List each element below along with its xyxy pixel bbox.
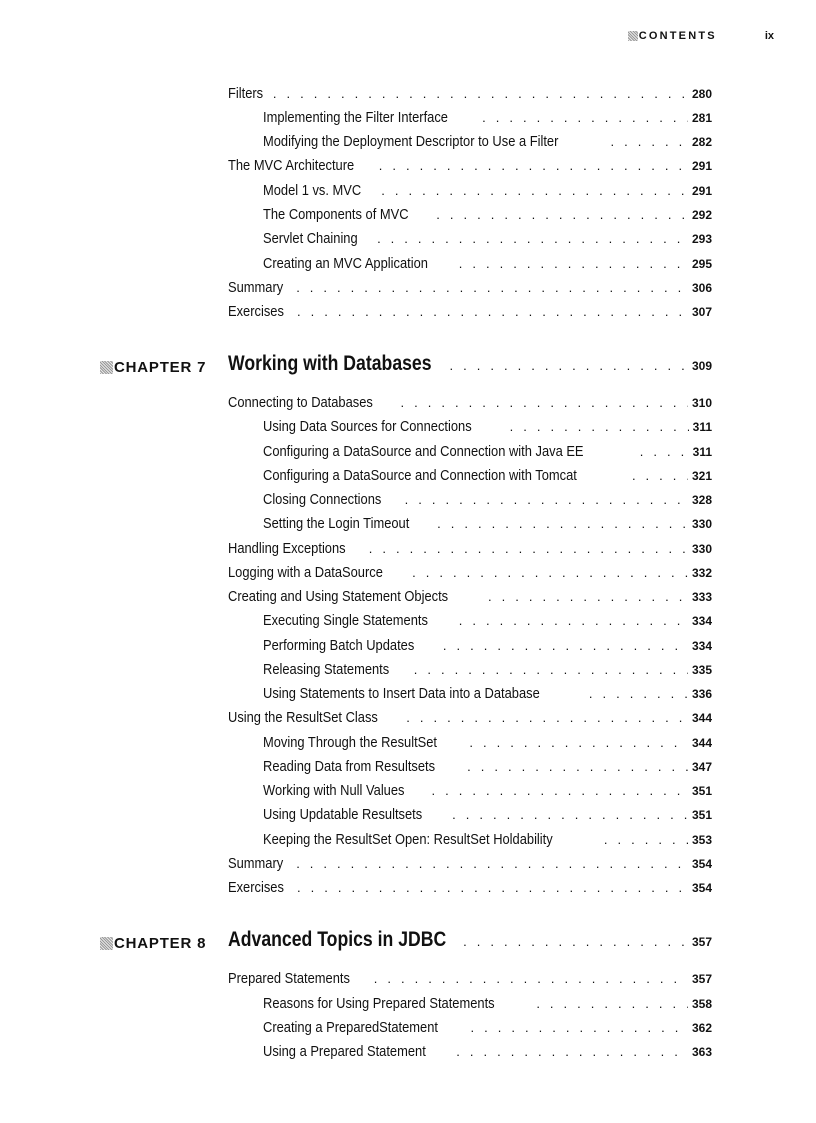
toc-entry[interactable] — [263, 995, 712, 1019]
toc-entry[interactable] — [228, 970, 712, 994]
toc-entry[interactable] — [263, 1019, 712, 1043]
toc-entry-page: 344 — [691, 711, 712, 725]
chapter-8-tag — [100, 931, 206, 955]
toc-entry[interactable] — [228, 879, 712, 903]
toc-entry-label: Using Updatable Resultsets — [263, 806, 423, 823]
dot-leader — [437, 516, 688, 531]
dot-leader — [400, 395, 688, 410]
toc-entry-page: 353 — [691, 833, 712, 847]
hatch-marker-icon — [100, 937, 113, 950]
dot-leader — [458, 934, 688, 949]
toc-entry[interactable] — [263, 443, 712, 467]
toc-entry-label: The MVC Architecture — [228, 157, 355, 174]
toc-entry-label: Model 1 vs. MVC — [263, 182, 362, 199]
toc-entry-label: Summary — [228, 279, 284, 296]
dot-leader — [414, 662, 688, 677]
dot-leader — [632, 468, 688, 483]
toc-entry-page: 280 — [691, 87, 712, 101]
toc-entry[interactable] — [263, 685, 712, 709]
toc-entry-label: Handling Exceptions — [228, 540, 346, 557]
dot-leader — [381, 183, 688, 198]
chapter-7-title-entry[interactable] — [228, 352, 712, 380]
toc-entry[interactable] — [228, 279, 712, 303]
dot-leader — [610, 134, 687, 149]
chapter-7-tag-text: CHAPTER 7 — [114, 358, 207, 376]
dot-leader — [377, 231, 688, 246]
toc-entry-label: Releasing Statements — [263, 661, 390, 678]
toc-entry-label: Configuring a DataSource and Connection with Java EE — [263, 443, 584, 460]
dot-leader — [406, 710, 688, 725]
toc-entry[interactable] — [263, 734, 712, 758]
toc-entry[interactable] — [228, 303, 712, 327]
toc-entry-page: 333 — [691, 590, 712, 604]
toc-entry-label: Reading Data from Resultsets — [263, 758, 436, 775]
toc-entry[interactable] — [263, 831, 712, 855]
dot-leader — [456, 1044, 688, 1059]
running-head-title-text: CONTENTS — [638, 30, 717, 42]
dot-leader — [640, 444, 689, 459]
dot-leader — [589, 686, 688, 701]
dot-leader — [469, 735, 688, 750]
dot-leader — [374, 971, 688, 986]
dot-leader — [459, 613, 688, 628]
toc-entry-label: Filters — [228, 85, 264, 102]
toc-entry-label: Logging with a DataSource — [228, 564, 383, 581]
toc-entry-label: Creating an MVC Application — [263, 255, 428, 272]
toc-entry[interactable] — [228, 588, 712, 612]
dot-leader — [405, 492, 688, 507]
toc-entry-page: 351 — [691, 808, 712, 822]
toc-entry-label: Using the ResultSet Class — [228, 709, 378, 726]
dot-leader — [482, 110, 688, 125]
toc-entry[interactable] — [263, 661, 712, 685]
dot-leader — [440, 358, 688, 373]
toc-entry-page: 282 — [691, 135, 712, 149]
toc-entry-label: Executing Single Statements — [263, 612, 428, 629]
toc-entry-label: Summary — [228, 855, 284, 872]
dot-leader — [536, 996, 688, 1011]
toc-entry[interactable] — [228, 540, 712, 564]
toc-entry[interactable] — [263, 806, 712, 830]
chapter-8-title-entry[interactable] — [228, 928, 712, 956]
toc-entry-page: 292 — [691, 208, 712, 222]
chapter-7-tag — [100, 355, 206, 379]
dot-leader — [297, 304, 688, 319]
toc-entry-page: 330 — [691, 542, 712, 556]
toc-entry-page: 332 — [691, 566, 712, 580]
hatch-marker-icon — [628, 31, 638, 41]
dot-leader — [412, 565, 688, 580]
toc-entry-page: 295 — [691, 257, 712, 271]
toc-entry[interactable] — [228, 564, 712, 588]
toc-entry[interactable] — [263, 637, 712, 661]
dot-leader — [432, 783, 688, 798]
dot-leader — [443, 638, 688, 653]
toc-entry[interactable] — [263, 418, 712, 442]
toc-entry-label: Exercises — [228, 303, 284, 320]
toc-entry-label: Using a Prepared Statement — [263, 1043, 426, 1060]
toc-entry[interactable] — [228, 85, 712, 109]
toc-entry[interactable] — [228, 709, 712, 733]
toc-entry-page: 310 — [691, 396, 712, 410]
toc-entry[interactable] — [263, 758, 712, 782]
toc-entry-page: 334 — [691, 614, 712, 628]
toc-entry-label: The Components of MVC — [263, 206, 409, 223]
toc-entry-label: Keeping the ResultSet Open: ResultSet Holdability — [263, 831, 553, 848]
toc-entry[interactable] — [263, 182, 712, 206]
toc-entry-label: Implementing the Filter Interface — [263, 109, 448, 126]
toc-entry-page: 334 — [691, 639, 712, 653]
dot-leader — [296, 856, 688, 871]
toc-entry-page: 307 — [691, 305, 712, 319]
toc-entry-label: Using Statements to Insert Data into a Database — [263, 685, 540, 702]
chapter-7-title: Working with Databases — [228, 352, 432, 375]
toc-entry-label: Servlet Chaining — [263, 230, 358, 247]
toc-entry-page: 347 — [691, 760, 712, 774]
toc-entry-page: 344 — [691, 736, 712, 750]
toc-entry-page: 363 — [691, 1045, 712, 1059]
page-number: ix — [764, 30, 774, 42]
toc-entry-page: 306 — [691, 281, 712, 295]
dot-leader — [488, 589, 688, 604]
toc-entry-page: 336 — [691, 687, 712, 701]
toc-entry-page: 321 — [691, 469, 712, 483]
dot-leader — [510, 419, 689, 434]
toc-entry-page: 291 — [691, 159, 712, 173]
toc-entry[interactable] — [263, 206, 712, 230]
toc-entry-label: Exercises — [228, 879, 284, 896]
toc-entry[interactable] — [263, 230, 712, 254]
dot-leader — [470, 1020, 688, 1035]
toc-entry[interactable] — [263, 133, 712, 157]
toc-entry-label: Setting the Login Timeout — [263, 515, 410, 532]
dot-leader — [452, 807, 688, 822]
toc-entry-label: Configuring a DataSource and Connection with Tomcat — [263, 467, 577, 484]
toc-entry-page: 357 — [691, 972, 712, 986]
chapter-8-tag-text: CHAPTER 8 — [114, 934, 207, 952]
toc-entry-label: Performing Batch Updates — [263, 637, 415, 654]
dot-leader — [369, 541, 688, 556]
toc-entry-label: Prepared Statements — [228, 970, 350, 987]
toc-entry[interactable] — [263, 612, 712, 636]
dot-leader — [379, 158, 688, 173]
toc-entry-label: Closing Connections — [263, 491, 382, 508]
dot-leader — [296, 280, 688, 295]
toc-entry-page: 311 — [692, 420, 712, 434]
hatch-marker-icon — [100, 361, 113, 374]
chapter-8-title: Advanced Topics in JDBC — [228, 928, 447, 951]
toc-entry-page: 351 — [691, 784, 712, 798]
toc-entry-label: Connecting to Databases — [228, 394, 373, 411]
toc-entry[interactable] — [263, 491, 712, 515]
chapter-7-page: 309 — [691, 359, 712, 373]
toc-entry-page: 354 — [691, 881, 712, 895]
toc-entry-page: 311 — [692, 445, 712, 459]
dot-leader — [297, 880, 688, 895]
toc-entry[interactable] — [228, 855, 712, 879]
toc-entry-label: Creating a PreparedStatement — [263, 1019, 438, 1036]
toc-entry-page: 335 — [691, 663, 712, 677]
toc-entry-page: 330 — [691, 517, 712, 531]
toc-entry-page: 281 — [691, 111, 712, 125]
chapter-8-page: 357 — [691, 935, 712, 949]
running-head — [628, 28, 774, 44]
toc-entry[interactable] — [228, 394, 712, 418]
toc-entry-page: 291 — [691, 184, 712, 198]
toc-entry-label: Moving Through the ResultSet — [263, 734, 438, 751]
toc-entry[interactable] — [228, 157, 712, 181]
dot-leader — [459, 256, 688, 271]
toc-entry[interactable] — [263, 109, 712, 133]
toc-entry-page: 354 — [691, 857, 712, 871]
dot-leader — [436, 207, 688, 222]
toc-entry-label: Creating and Using Statement Objects — [228, 588, 449, 605]
toc-entry[interactable] — [263, 467, 712, 491]
toc-entry-page: 362 — [691, 1021, 712, 1035]
toc-entry-page: 293 — [691, 232, 712, 246]
toc-entry[interactable] — [263, 255, 712, 279]
dot-leader — [604, 832, 688, 847]
toc-entry[interactable] — [263, 515, 712, 539]
toc-entry-page: 328 — [691, 493, 712, 507]
toc-entry[interactable] — [263, 1043, 712, 1067]
toc-entry-page: 358 — [691, 997, 712, 1011]
toc-entry-label: Reasons for Using Prepared Statements — [263, 995, 495, 1012]
toc-entry-label: Working with Null Values — [263, 782, 405, 799]
toc-entry-label: Using Data Sources for Connections — [263, 418, 472, 435]
dot-leader — [273, 86, 688, 101]
dot-leader — [467, 759, 688, 774]
toc-entry-label: Modifying the Deployment Descriptor to Use a Filter — [263, 133, 559, 150]
toc-entry[interactable] — [263, 782, 712, 806]
running-head-title — [628, 30, 717, 42]
